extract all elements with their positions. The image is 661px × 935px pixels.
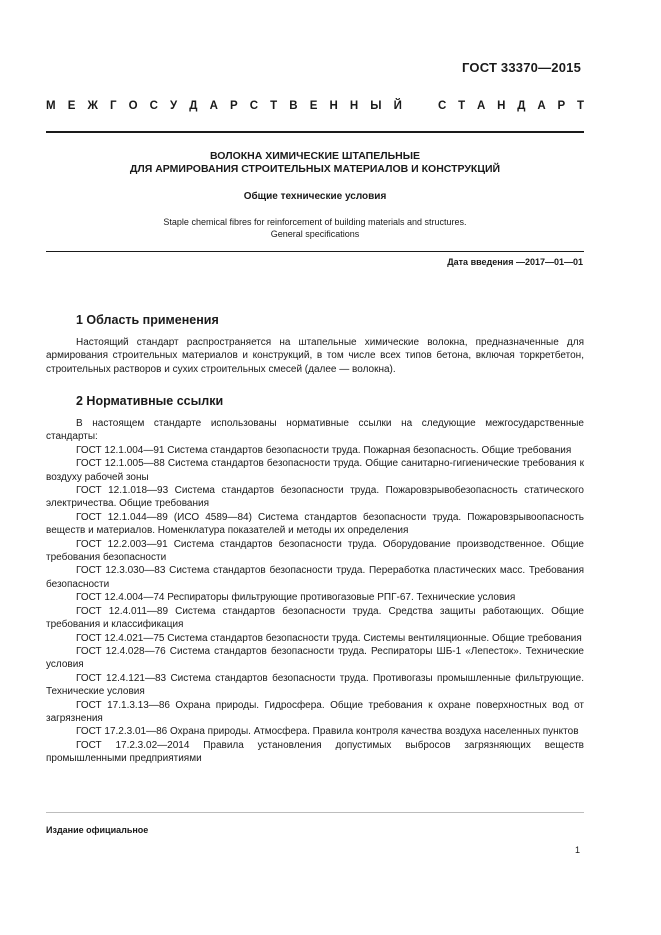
reference-item: ГОСТ 17.2.3.02—2014 Правила установления допустимых выбросов загрязняющих веществ промышленными предприятиями xyxy=(46,739,584,765)
section-2-text xyxy=(46,417,584,766)
title-line-2: ДЛЯ АРМИРОВАНИЯ СТРОИТЕЛЬНЫХ МАТЕРИАЛОВ И КОНСТРУКЦИЙ xyxy=(129,163,501,175)
document-title xyxy=(46,150,584,176)
introduction-date: Дата введения —2017—01—01 xyxy=(447,257,583,267)
banner-word-interstate: М Е Ж Г О С У Д А Р С Т В Е Н Н Ы Й xyxy=(46,100,402,112)
reference-item: ГОСТ 12.1.004—91 Система стандартов безопасности труда. Пожарная безопасность. Общие требования xyxy=(76,444,572,456)
official-edition-label: Издание официальное xyxy=(46,825,149,835)
header-rule xyxy=(46,131,584,133)
section-1-text xyxy=(46,336,584,376)
reference-item: ГОСТ 12.4.028—76 Система стандартов безопасности труда. Респираторы ШБ-1 «Лепесток». Технические условия xyxy=(46,645,584,671)
reference-item: ГОСТ 12.4.011—89 Система стандартов безопасности труда. Средства защиты работающих. Общие требования и классификация xyxy=(46,605,584,631)
reference-item: ГОСТ 12.3.030—83 Система стандартов безопасности труда. Переработка пластических масс. Требования безопасности xyxy=(46,565,584,590)
english-title-line-1: Staple chemical fibres for reinforcement of building materials and structures. xyxy=(163,217,467,227)
section-1-paragraph: Настоящий стандарт распространяется на штапельные химические волокна, предназначенные для армирования строительных материалов и конструкций, в том числе всех типов бетона, включая торкретбетон, строительных растворов и сухих строительных смесей (далее — волокна). xyxy=(46,337,584,375)
reference-item: ГОСТ 12.2.003—91 Система стандартов безопасности труда. Оборудование производственное. Общие требования безопасности xyxy=(46,538,584,564)
reference-item: ГОСТ 12.1.018—93 Система стандартов безопасности труда. Пожаровзрывобезопасность статического электричества. Общие требования xyxy=(46,485,584,510)
page-number: 1 xyxy=(574,845,580,855)
reference-item: ГОСТ 17.2.3.01—86 Охрана природы. Атмосфера. Правила контроля качества воздуха населенных пунктов xyxy=(76,726,579,738)
reference-item: ГОСТ 12.4.121—83 Система стандартов безопасности труда. Противогазы промышленные фильтрующие. Технические условия xyxy=(46,672,584,698)
date-rule xyxy=(46,251,584,252)
banner-word-standard: С Т А Н Д А Р Т xyxy=(438,100,584,112)
reference-item: ГОСТ 12.1.005—88 Система стандартов безопасности труда. Общие санитарно-гигиенические требования к воздуху рабочей зоны xyxy=(46,458,584,483)
document-subtitle: Общие технические условия xyxy=(243,191,387,202)
reference-item: ГОСТ 12.4.004—74 Респираторы фильтрующие противогазовые РПГ-67. Технические условия xyxy=(76,592,516,604)
english-title xyxy=(46,216,584,240)
section-2-intro: В настоящем стандарте использованы нормативные ссылки на следующие межгосударственные стандарты: xyxy=(46,418,584,443)
reference-item: ГОСТ 12.4.021—75 Система стандартов безопасности труда. Системы вентиляционные. Общие требования xyxy=(76,632,582,644)
reference-item: ГОСТ 12.1.044—89 (ИСО 4589—84) Система стандартов безопасности труда. Пожаровзрывоопасность веществ и материалов. Номенклатура показателей и методы их определения xyxy=(46,511,584,537)
section-2-heading: 2 Нормативные ссылки xyxy=(76,394,224,408)
english-title-line-2: General specifications xyxy=(270,229,360,239)
standard-banner xyxy=(46,100,584,112)
reference-item: ГОСТ 17.1.3.13—86 Охрана природы. Гидросфера. Общие требования к охране поверхностных вод от загрязнения xyxy=(46,699,584,724)
title-line-1: ВОЛОКНА ХИМИЧЕСКИЕ ШТАПЕЛЬНЫЕ xyxy=(209,150,420,162)
section-1-heading: 1 Область применения xyxy=(76,313,219,327)
footer-rule xyxy=(46,812,584,813)
document-code: ГОСТ 33370—2015 xyxy=(462,60,581,75)
reference-list xyxy=(46,444,584,766)
